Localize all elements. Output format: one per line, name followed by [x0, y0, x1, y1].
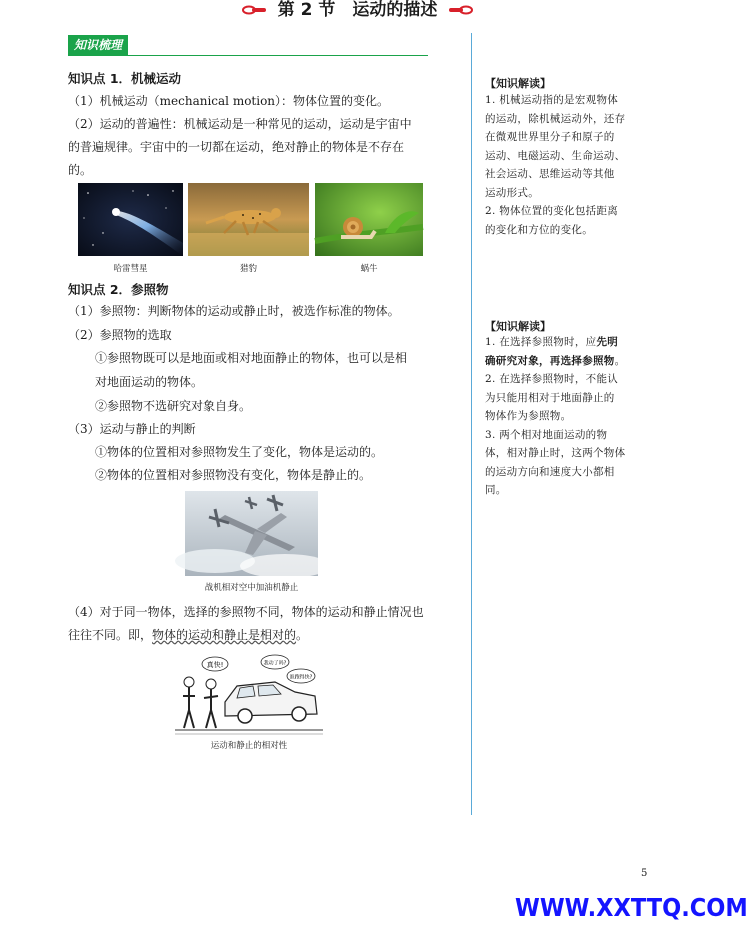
sidebar-box1-line: 的变化和方位的变化。 — [485, 223, 593, 236]
kp2-p4-prefix: 往往不同。即， — [68, 628, 153, 642]
kp1-p2-line2: 的普遍规律。宇宙中的一切都在运动，绝对静止的物体是不存在 — [68, 140, 405, 154]
street-cartoon — [175, 652, 323, 736]
cheetah-caption: 猎豹 — [239, 264, 257, 274]
sidebar-box1-line: 社会运动、思维运动等其他 — [485, 168, 615, 180]
kp1-p1: （1）机械运动（mechanical motion）：物体位置的变化。 — [68, 94, 390, 108]
plane-caption: 战机相对空中加油机静止 — [204, 583, 299, 593]
bubble-1: 真快! — [206, 661, 224, 669]
sidebar-box2-line: 2. 在选择参照物时，不能认 — [485, 373, 619, 385]
sidebar-box2-heading: 【知识解读】 — [485, 320, 551, 333]
sidebar-box1-line: 的运动，除机械运动外，还存 — [485, 112, 626, 125]
sidebar-box2-line — [485, 333, 650, 352]
page-title-text: 第 2 节 运动的描述 — [277, 0, 438, 20]
watermark-logo: WWW.XXTTQ.COM — [515, 893, 748, 922]
column-divider — [471, 33, 472, 815]
kp2-p2: （2）参照物的选取 — [68, 328, 172, 342]
snail-photo — [315, 183, 423, 256]
kp1-p2-line1: （2）运动的普遍性：机械运动是一种常见的运动，运动是宇宙中 — [68, 117, 412, 131]
kp2-p4-line1: （4）对于同一物体，选择的参照物不同，物体的运动和静止情况也 — [68, 605, 424, 619]
kp2-p2a-line2: 对地面运动的物体。 — [95, 375, 204, 389]
kp2-p4-suffix: 。 — [296, 628, 309, 642]
sidebar-box1-body — [485, 91, 645, 239]
kp2-p3a: ①物体的位置相对参照物发生了变化，物体是运动的。 — [95, 445, 384, 459]
sidebar-box2-line1-prefix: 1. 在选择参照物时，应 — [485, 336, 597, 348]
sidebar-box2-line2-bold: 确研究对象，再选择参照物 — [485, 354, 615, 367]
refueling-planes-photo — [185, 491, 318, 576]
ribbon-left-icon — [242, 5, 266, 15]
sidebar-box2-line: 的运动方向和速度大小都相 — [485, 465, 615, 478]
sidebar-box2-line1-bold: 先明 — [596, 336, 619, 348]
street-caption: 运动和静止的相对性 — [210, 741, 288, 751]
kp1-heading: 知识点 1．机械运动 — [68, 71, 182, 86]
section-underline — [68, 55, 428, 56]
sidebar-box2-line2-suffix: 。 — [614, 354, 626, 367]
kp2-p4-underlined: 物体的运动和静止是相对的 — [152, 628, 297, 642]
page-title — [0, 0, 715, 20]
sidebar-box2-line — [485, 352, 650, 371]
kp1-p2-line3: 的。 — [68, 163, 93, 177]
snail-caption: 蜗牛 — [360, 264, 378, 274]
kp2-p2a-line1: ①参照物既可以是地面或相对地面静止的物体，也可以是相 — [95, 351, 408, 365]
sidebar-box1-line: 1. 机械运动指的是宏观物体 — [485, 94, 619, 106]
kp2-p4-line2 — [68, 625, 308, 645]
sidebar-box2-line: 3. 两个相对地面运动的物 — [485, 428, 608, 441]
sidebar-box2-line: 体，相对静止时，这两个物体 — [485, 447, 626, 459]
ribbon-right-icon — [449, 5, 473, 15]
sidebar-box1-line: 运动、电磁运动、生命运动、 — [485, 149, 626, 162]
kp2-p1: （1）参照物：判断物体的运动或静止时，被选作标准的物体。 — [68, 304, 400, 318]
kp2-p2b: ②参照物不选研究对象自身。 — [95, 399, 252, 413]
sidebar-box2-line: 物体作为参照物。 — [485, 410, 572, 422]
page-number: 5 — [641, 868, 648, 879]
sidebar-box2-line: 为只能用相对于地面静止的 — [485, 391, 615, 404]
kp2-p3: （3）运动与静止的判断 — [68, 422, 196, 436]
kp2-p3b: ②物体的位置相对参照物没有变化，物体是静止的。 — [95, 468, 372, 482]
sidebar-box2-line: 同。 — [485, 484, 507, 496]
sidebar-box1-heading: 【知识解读】 — [485, 77, 551, 90]
section-tag: 知识梳理 — [68, 35, 128, 55]
bubble-3: 谁跑得快? — [289, 674, 313, 681]
comet-caption: 哈雷彗星 — [113, 264, 148, 274]
cheetah-photo — [188, 183, 309, 256]
kp2-heading: 知识点 2．参照物 — [68, 282, 169, 297]
bubble-2: 我动了吗? — [263, 660, 287, 667]
sidebar-box1-line: 2. 物体位置的变化包括距离 — [485, 205, 619, 217]
sidebar-box2-body — [485, 333, 650, 500]
comet-photo — [78, 183, 183, 256]
sidebar-box1-line: 在微观世界里分子和原子的 — [485, 131, 615, 143]
sidebar-box1-line: 运动形式。 — [485, 186, 539, 199]
